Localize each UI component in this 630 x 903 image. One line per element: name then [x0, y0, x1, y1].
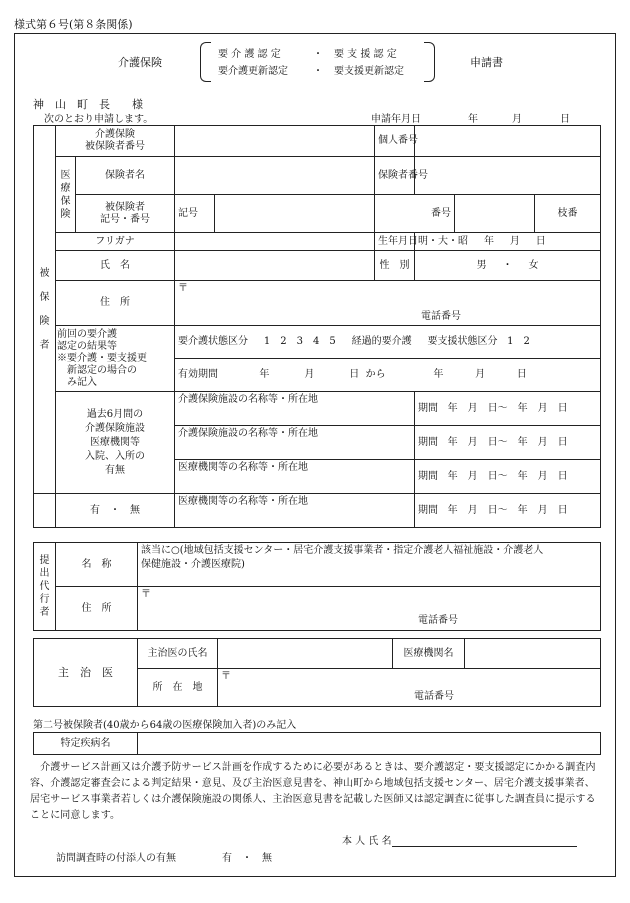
doctor-label: 主 治 医: [34, 639, 138, 707]
consent-text: 介護サービス計画又は介護予防サービス計画を作成するために必要があるときは、要介護認定・要支援認定にかかる調査内容、介護認定審査会による判定結果・意見、及び主治医意見書を、神山町から地域包括支援センター、居宅介護支援事業者、居宅サービス事業者若しくは介護保険施設の関係人、主治医意見書を記載した医師又は認定調査に従事した調査員に提示することに同意します。: [30, 762, 596, 821]
name-field[interactable]: [175, 251, 375, 281]
apply-date-label: 申請年月日: [371, 114, 421, 125]
visit-attendant-choice[interactable]: 有 ・ 無: [222, 853, 272, 864]
period-row-3[interactable]: 期間 年 月 日〜 年 月 日: [415, 460, 601, 494]
period-row-2[interactable]: 期間 年 月 日〜 年 月 日: [415, 426, 601, 460]
address-field[interactable]: 〒 電話番号: [175, 281, 601, 326]
agent-address-field[interactable]: 〒 電話番号: [138, 587, 601, 631]
facility-row-3[interactable]: 医療機関等の名称等・所在地: [175, 460, 415, 494]
care-level-row[interactable]: 要介護状態区分 1 2 3 4 5 経過的要介護 要支援状態区分 1 2: [175, 326, 601, 359]
agent-name-label: 名 称: [56, 543, 138, 587]
past-stay-label: 過去6月間の 介護保険施設 医療機関等 入院、入所の 有無: [56, 392, 175, 494]
agent-name-field[interactable]: 該当に○(地域包括支援センター・居宅介護支援事業者・指定介護老人福祉施設・介護老人 保健施設・介護医療院): [138, 543, 601, 587]
insured-number-field[interactable]: [175, 126, 375, 157]
phone-label: 電話番号: [421, 311, 462, 322]
disease-field[interactable]: [138, 733, 601, 755]
furigana-label: フリガナ: [56, 233, 175, 251]
insurer-name-label: 保険者名: [76, 157, 175, 195]
prev-result-label: 前回の要介護 認定の結果等 ※要介護・要支援更 新認定の場合の み記入: [56, 326, 175, 392]
intro-text: 次のとおり申請します。: [44, 114, 154, 125]
insured-number-label: 介護保険 被保険者番号: [56, 126, 175, 157]
sex-label: 性 別: [375, 251, 415, 281]
doctor-table: [33, 638, 601, 707]
doctor-name-field[interactable]: [218, 639, 393, 669]
second-insured-note: 第二号被保険者(40歳から64歳の医療保険加入者)のみ記入: [33, 720, 297, 731]
institution-field[interactable]: [465, 639, 601, 669]
period-row-4[interactable]: 期間 年 月 日〜 年 月 日: [415, 494, 601, 528]
symbol-field[interactable]: [215, 195, 375, 233]
title-prefix: 介護保険: [118, 56, 162, 69]
number-label: 番号: [375, 195, 455, 233]
agent-table: [33, 542, 601, 631]
symbol-number-label: 被保険者 記号・番号: [76, 195, 175, 233]
valid-period-row[interactable]: 有効期間 年 月 日 から 年 月 日: [175, 359, 601, 392]
disease-label: 特定疾病名: [34, 733, 138, 755]
medical-insurance-label: 医 療 保 険: [56, 157, 76, 233]
facility-row-1[interactable]: 介護保険施設の名称等・所在地: [175, 392, 415, 426]
symbol-label: 記号: [175, 195, 215, 233]
name-label: 氏 名: [56, 251, 175, 281]
birthdate-label: 生年月日: [375, 233, 415, 251]
bracket-right: [424, 42, 435, 82]
facility-row-2[interactable]: 介護保険施設の名称等・所在地: [175, 426, 415, 460]
institution-label: 医療機関名: [393, 639, 465, 669]
form-number: 様式第６号(第８条関係): [14, 18, 133, 31]
branch-label: 枝番: [535, 195, 601, 233]
period-row-1[interactable]: 期間 年 月 日〜 年 月 日: [415, 392, 601, 426]
number-field[interactable]: [455, 195, 535, 233]
disease-table: [33, 732, 601, 755]
title-option-support-renew[interactable]: 要支援更新認定: [334, 66, 404, 77]
furigana-field[interactable]: [175, 233, 375, 251]
visit-attendant-label: 訪問調査時の付添人の有無: [56, 853, 176, 864]
insured-section-label: 被 保 険 者: [34, 126, 56, 494]
stay-yes-no[interactable]: 有 ・ 無: [56, 494, 175, 528]
doctor-name-label: 主治医の氏名: [138, 639, 218, 669]
birthdate-field[interactable]: 明・大・昭 年 月 日: [415, 233, 601, 251]
agent-address-label: 住 所: [56, 587, 138, 631]
signature-line[interactable]: [392, 834, 577, 847]
signature-row[interactable]: 本 人 氏 名: [342, 832, 577, 847]
insurer-number-label: 保険者番号: [375, 157, 415, 195]
doctor-address-label: 所 在 地: [138, 669, 218, 707]
bracket-left: [200, 42, 211, 82]
insured-table: [33, 125, 601, 528]
insurer-name-field[interactable]: [175, 157, 375, 195]
address-label: 住 所: [56, 281, 175, 326]
mynumber-label: 個人番号: [375, 126, 415, 157]
title-option-support[interactable]: 要 支 援 認 定: [334, 49, 397, 60]
facility-row-4[interactable]: 医療機関等の名称等・所在地: [175, 494, 415, 528]
title-option-care[interactable]: 要 介 護 認 定: [218, 49, 281, 60]
insurer-number-field[interactable]: [415, 157, 601, 195]
agent-section-label: 提 出 代 行 者: [34, 543, 56, 631]
sex-field[interactable]: 男 ・ 女: [415, 251, 601, 281]
mynumber-field[interactable]: [415, 126, 601, 157]
title-suffix: 申請書: [470, 56, 503, 69]
title-option-care-renew[interactable]: 要介護更新認定: [218, 66, 288, 77]
doctor-address-field[interactable]: 〒 電話番号: [218, 669, 601, 707]
addressee: 神 山 町 長 様: [33, 98, 143, 111]
